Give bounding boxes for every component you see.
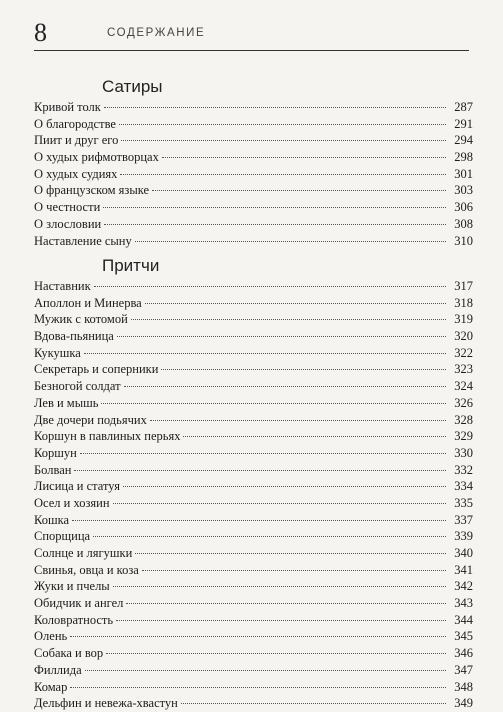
dot-leader [120, 174, 446, 175]
toc-entry-page-number: 341 [454, 562, 473, 577]
toc-entry-page-number: 322 [454, 345, 473, 360]
dot-leader [93, 536, 446, 537]
page-number: 8 [34, 18, 47, 47]
toc-entry-page-number: 326 [454, 395, 473, 410]
toc-entry-title: Наставление сыну [34, 233, 132, 248]
toc-entry-page-number: 344 [454, 612, 473, 627]
toc-entry [34, 99, 473, 116]
dot-leader [135, 553, 446, 554]
dot-leader [126, 603, 446, 604]
dot-leader [80, 453, 446, 454]
dot-leader [70, 687, 446, 688]
dot-leader [145, 303, 446, 304]
toc-entry-title: Спорщица [34, 529, 91, 544]
toc-entry-page-number: 345 [454, 629, 473, 644]
toc-entry-title: О худых рифмотворцах [34, 150, 159, 165]
toc-entry-page-number: 303 [454, 183, 473, 198]
toc-entry [34, 345, 473, 362]
toc-entry [34, 116, 473, 133]
toc-entry [34, 462, 473, 479]
toc-entry [34, 428, 473, 445]
toc-entry [34, 679, 473, 696]
dot-leader [162, 157, 446, 158]
dot-leader [142, 570, 446, 571]
toc-entry-title: Кривой толк [34, 100, 101, 114]
toc-entry-page-number: 332 [454, 462, 473, 477]
toc-entry-page-number: 330 [454, 445, 473, 460]
toc-entry [34, 612, 473, 629]
dot-leader [123, 486, 446, 487]
dot-leader [106, 653, 446, 654]
dot-leader [116, 620, 446, 621]
dot-leader [85, 670, 446, 671]
section-title-parables: Притчи [102, 256, 160, 275]
toc-entry-page-number: 317 [454, 279, 473, 293]
dot-leader [135, 241, 446, 242]
toc-entry [34, 412, 473, 429]
dot-leader [103, 207, 446, 208]
dot-leader [152, 190, 446, 191]
toc-entry [34, 378, 473, 395]
dot-leader [183, 436, 446, 437]
header-rule [34, 50, 469, 51]
toc-entry-page-number: 298 [454, 150, 473, 165]
dot-leader [117, 336, 446, 337]
toc-entry-page-number: 294 [454, 133, 473, 148]
toc-entry-page-number: 349 [454, 696, 473, 711]
toc-entry-page-number: 343 [454, 596, 473, 611]
toc-entry [34, 512, 473, 529]
section-title-satires: Сатиры [102, 77, 163, 96]
toc-entry-title: Коловратность [34, 612, 114, 627]
toc-entry [34, 328, 473, 345]
toc-entry-page-number: 335 [454, 495, 473, 510]
toc-entry [34, 216, 473, 233]
toc-entry-page-number: 287 [454, 100, 473, 114]
toc-entry [34, 662, 473, 679]
toc-entry-page-number: 334 [454, 479, 473, 494]
toc-entry-title: Лев и мышь [34, 395, 99, 410]
dot-leader [161, 369, 446, 370]
toc-entry-title: Две дочери подьячих [34, 412, 147, 427]
toc-entry-title: Наставник [34, 279, 91, 293]
toc-entry-title: О французском языке [34, 183, 150, 198]
toc-entry-title: Болван [34, 462, 72, 477]
toc-entry-page-number: 324 [454, 379, 473, 394]
toc-entry [34, 445, 473, 462]
toc-entry-title: Вдова-пьяница [34, 329, 114, 344]
dot-leader [104, 107, 446, 108]
toc-entry [34, 182, 473, 199]
dot-leader [113, 503, 446, 504]
toc-entry-title: Олень [34, 629, 68, 644]
toc-entry-page-number: 319 [454, 312, 473, 327]
toc-entry-page-number: 342 [454, 579, 473, 594]
dot-leader [121, 140, 446, 141]
toc-entry-title: Аполлон и Минерва [34, 295, 142, 310]
toc-entry [34, 361, 473, 378]
toc-entry-page-number: 301 [454, 166, 473, 181]
dot-leader [101, 403, 446, 404]
toc-entry [34, 578, 473, 595]
dot-leader [181, 703, 446, 704]
toc-entry [34, 528, 473, 545]
toc-entry-title: Дельфин и невежа-хвастун [34, 696, 178, 711]
toc-entry-title: Филлида [34, 662, 82, 677]
toc-entry-title: Лисица и статуя [34, 479, 120, 494]
toc-entry-page-number: 340 [454, 546, 473, 560]
toc-entry-page-number: 318 [454, 295, 473, 310]
toc-entry-page-number: 310 [454, 233, 473, 248]
toc-list-parables [34, 278, 473, 712]
toc-entry-page-number: 291 [454, 116, 473, 131]
toc-entry-title: Мужик с котомой [34, 312, 128, 327]
toc-entry [34, 233, 473, 250]
toc-entry-page-number: 337 [454, 512, 473, 527]
toc-entry-page-number: 329 [454, 429, 473, 444]
toc-entry-page-number: 348 [454, 679, 473, 694]
toc-entry-page-number: 323 [454, 362, 473, 377]
toc-entry-title: Безногой солдат [34, 379, 121, 394]
dot-leader [124, 386, 446, 387]
toc-entry-title: Свинья, овца и коза [34, 562, 139, 577]
toc-entry-page-number: 347 [454, 662, 473, 677]
toc-entry-title: Солнце и лягушки [34, 546, 133, 560]
toc-entry [34, 628, 473, 645]
toc-entry [34, 311, 473, 328]
toc-entry [34, 132, 473, 149]
dot-leader [84, 353, 446, 354]
toc-entry-title: Пиит и друг его [34, 133, 119, 148]
toc-entry-title: О благородстве [34, 116, 116, 131]
toc-entry-page-number: 320 [454, 329, 473, 344]
dot-leader [104, 224, 446, 225]
toc-entry [34, 562, 473, 579]
dot-leader [94, 286, 446, 287]
toc-entry-title: О худых судиях [34, 166, 118, 181]
toc-entry-title: Жуки и пчелы [34, 579, 110, 594]
toc-entry-title: Коршун [34, 445, 77, 460]
toc-entry-title: Коршун в павлиных перьях [34, 429, 181, 444]
toc-entry-title: Кукушка [34, 345, 81, 360]
toc-entry-title: Секретарь и соперники [34, 362, 159, 377]
dot-leader [72, 520, 446, 521]
toc-entry-page-number: 306 [454, 200, 473, 215]
toc-entry [34, 478, 473, 495]
toc-entry-title: Комар [34, 679, 68, 694]
toc-list-satires [34, 99, 473, 249]
toc-entry-title: О честности [34, 200, 101, 215]
toc-entry-page-number: 328 [454, 412, 473, 427]
toc-entry-title: Кошка [34, 512, 70, 527]
toc-entry [34, 149, 473, 166]
toc-entry-title: Обидчик и ангел [34, 596, 124, 611]
toc-entry [34, 545, 473, 562]
toc-entry-page-number: 339 [454, 529, 473, 544]
toc-entry [34, 495, 473, 512]
toc-entry-page-number: 346 [454, 646, 473, 661]
dot-leader [113, 586, 446, 587]
dot-leader [150, 420, 446, 421]
dot-leader [119, 124, 446, 125]
toc-entry [34, 278, 473, 295]
toc-entry-title: Собака и вор [34, 646, 104, 661]
toc-entry-title: Осел и хозяин [34, 495, 110, 510]
dot-leader [70, 636, 446, 637]
toc-entry-page-number: 308 [454, 216, 473, 231]
toc-entry [34, 166, 473, 183]
running-head: СОДЕРЖАНИЕ [107, 27, 206, 39]
toc-entry-title: О злословии [34, 216, 102, 231]
toc-entry [34, 199, 473, 216]
toc-entry [34, 295, 473, 312]
dot-leader [74, 470, 446, 471]
dot-leader [131, 319, 446, 320]
toc-entry [34, 395, 473, 412]
toc-entry [34, 645, 473, 662]
toc-entry [34, 695, 473, 712]
toc-entry [34, 595, 473, 612]
